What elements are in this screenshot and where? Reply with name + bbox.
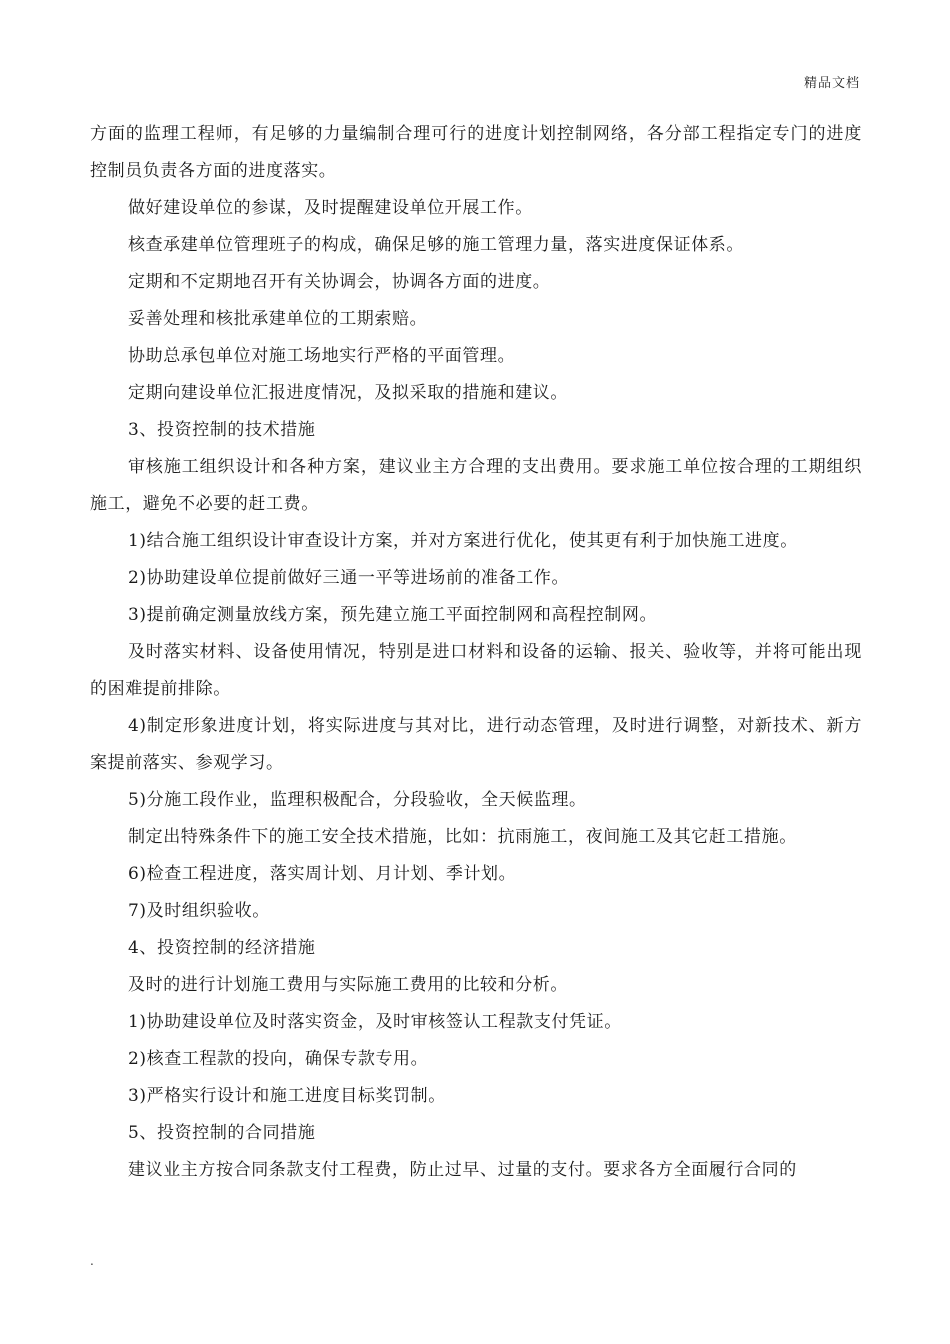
section-heading-3: 3、投资控制的技术措施	[128, 420, 316, 440]
paragraph-9: 审核施工组织设计和各种方案，建议业主方合理的支出费用。要求施工单位按合理的工期组织施工，避免不必要的赶工费。	[90, 457, 862, 514]
list-item-4: 4)制定形象进度计划，将实际进度与其对比，进行动态管理，及时进行调整，对新技术、新方案提前落实、参观学习。	[90, 716, 862, 773]
econ-list-item-1: 1)协助建设单位及时落实资金，及时审核签认工程款支付凭证。	[128, 1012, 622, 1032]
list-item-2: 2)协助建设单位提前做好三通一平等进场前的准备工作。	[128, 568, 570, 588]
list-item-1: 1)结合施工组织设计审查设计方案，并对方案进行优化，使其更有利于加快施工进度。	[128, 531, 798, 551]
paragraph-20: 及时的进行计划施工费用与实际施工费用的比较和分析。	[128, 975, 568, 995]
paragraph-1: 方面的监理工程师，有足够的力量编制合理可行的进度计划控制网络，各分部工程指定专门的进度控制员负责各方面的进度落实。	[90, 124, 862, 181]
paragraph-13: 及时落实材料、设备使用情况，特别是进口材料和设备的运输、报关、验收等，并将可能出现的困难提前排除。	[90, 642, 862, 699]
paragraph-25: 建议业主方按合同条款支付工程费，防止过早、过量的支付。要求各方全面履行合同的	[128, 1160, 797, 1180]
econ-list-item-2: 2)核查工程款的投向，确保专款专用。	[128, 1049, 429, 1069]
paragraph-4: 定期和不定期地召开有关协调会，协调各方面的进度。	[128, 272, 551, 292]
paragraph-5: 妥善处理和核批承建单位的工期索赔。	[128, 309, 428, 329]
list-item-5: 5)分施工段作业，监理积极配合，分段验收，全天候监理。	[128, 790, 587, 810]
list-item-7: 7)及时组织验收。	[128, 901, 270, 921]
paragraph-2: 做好建设单位的参谋，及时提醒建设单位开展工作。	[128, 198, 533, 218]
paragraph-7: 定期向建设单位汇报进度情况，及拟采取的措施和建议。	[128, 383, 568, 403]
section-heading-5: 5、投资控制的合同措施	[128, 1123, 316, 1143]
page-header-label: 精品文档	[803, 76, 860, 91]
section-heading-4: 4、投资控制的经济措施	[128, 938, 316, 958]
econ-list-item-3: 3)严格实行设计和施工进度目标奖罚制。	[128, 1086, 446, 1106]
paragraph-3: 核查承建单位管理班子的构成，确保足够的施工管理力量，落实进度保证体系。	[128, 235, 744, 255]
page-footer-mark: .	[90, 1254, 94, 1268]
paragraph-16: 制定出特殊条件下的施工安全技术措施，比如：抗雨施工，夜间施工及其它赶工措施。	[128, 827, 797, 847]
paragraph-6: 协助总承包单位对施工场地实行严格的平面管理。	[128, 346, 516, 366]
list-item-3: 3)提前确定测量放线方案，预先建立施工平面控制网和高程控制网。	[128, 605, 658, 625]
list-item-6: 6)检查工程进度，落实周计划、月计划、季计划。	[128, 864, 517, 884]
document-body	[90, 116, 862, 1189]
